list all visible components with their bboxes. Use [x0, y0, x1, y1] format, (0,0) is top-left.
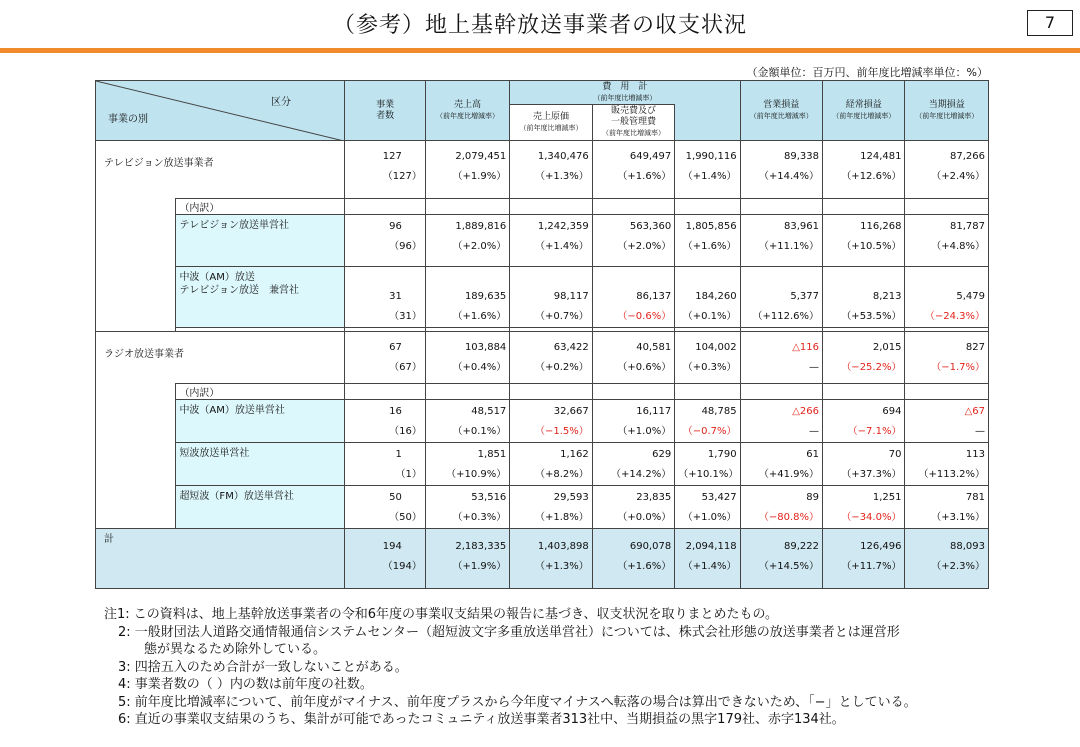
value-rate: （−34.0%） — [841, 512, 902, 523]
value-rate: （+0.0%） — [617, 512, 672, 523]
value-cell — [425, 529, 509, 589]
value-main: 690,078 — [629, 541, 672, 552]
value-main: 194 — [382, 541, 402, 552]
row-label: 超短波（FM）放送単営社 — [176, 486, 345, 529]
note-3: 3: 四捨五入のため合計が一致しないことがある。 — [118, 659, 408, 675]
value-cell — [345, 332, 425, 384]
value-cell — [740, 443, 822, 486]
value-cell — [345, 141, 425, 199]
row-label: 短波放送単営社 — [176, 443, 345, 486]
value-rate: （+0.7%） — [534, 311, 589, 322]
value-cell — [823, 486, 905, 529]
value-main: 1,340,476 — [537, 151, 589, 162]
value-cell — [510, 332, 592, 384]
row-label: 中波（AM）放送 テレビジョン放送 兼営社 — [176, 267, 345, 328]
value-cell — [592, 486, 674, 529]
value-main: 189,635 — [464, 291, 507, 302]
value-main: 63,422 — [553, 342, 589, 353]
row-spacer — [96, 384, 176, 400]
corner-top-label: 区分 — [271, 97, 291, 108]
value-main: 1,889,816 — [455, 221, 507, 232]
value-cell — [510, 486, 592, 529]
col-exp-total — [675, 105, 740, 141]
value-cell — [592, 141, 674, 199]
row-label: 中波（AM）放送単営社 — [176, 400, 345, 443]
value-main: 61 — [806, 449, 820, 460]
value-cell — [675, 267, 740, 328]
indent-cell — [96, 400, 176, 443]
value-rate: （+1.3%） — [534, 561, 589, 572]
value-main: 40,581 — [636, 342, 672, 353]
value-cell — [425, 215, 509, 267]
value-main: 1,403,898 — [537, 541, 589, 552]
value-cell — [345, 443, 425, 486]
value-cell — [823, 215, 905, 267]
value-rate: （+53.5%） — [841, 311, 902, 322]
value-main: 86,137 — [636, 291, 672, 302]
col-count: 事業 者数 — [345, 81, 425, 141]
value-cell — [345, 529, 425, 589]
value-main: △266 — [792, 406, 820, 417]
value-cell — [823, 529, 905, 589]
note-6: 6: 直近の事業収支結果のうち、集計が可能であったコミュニティ放送事業者313社中、当期損益の黒字179社、赤字134社。 — [118, 712, 845, 727]
col-net: 当期損益 （前年度比増減率） — [905, 81, 989, 141]
balance-table-body — [95, 140, 989, 589]
value-rate: （+10.9%） — [446, 469, 507, 480]
value-rate: （+0.2%） — [534, 362, 589, 373]
breakdown-label: （内訳） — [176, 199, 345, 215]
value-main: 1 — [395, 449, 402, 460]
value-main: 694 — [882, 406, 902, 417]
value-rate: （+1.8%） — [534, 512, 589, 523]
value-main: 1,851 — [477, 449, 507, 460]
value-rate: （127） — [382, 171, 422, 182]
row-label: テレビジョン放送事業者 — [96, 141, 345, 199]
value-rate: （−1.7%） — [931, 362, 985, 373]
balance-table — [95, 80, 989, 141]
value-rate: （+0.4%） — [452, 362, 507, 373]
value-rate: （31） — [389, 311, 422, 322]
value-rate: （50） — [389, 512, 422, 523]
value-rate: （+1.6%） — [682, 241, 737, 252]
page-title: （参考）地上基幹放送事業者の収支状況 — [332, 13, 747, 38]
value-rate: （+3.1%） — [931, 512, 985, 523]
value-rate: （+10.5%） — [841, 241, 902, 252]
value-main: 649,497 — [629, 151, 672, 162]
value-cell — [675, 529, 740, 589]
value-cell — [740, 141, 822, 199]
value-cell — [740, 215, 822, 267]
value-main: 16,117 — [636, 406, 672, 417]
col-expense: 費 用 計 （前年度比増減率） — [510, 81, 740, 105]
value-main: 781 — [965, 492, 985, 503]
value-rate: （+0.1%） — [452, 426, 507, 437]
note-2: 2: 一般財団法人道路交通情報通信システムセンター（超短波文字多重放送単営社）については、株式会社形態の放送事業者とは運営形 — [118, 624, 900, 640]
value-main: 116,268 — [860, 221, 902, 232]
value-main: △67 — [964, 406, 985, 417]
value-rate: （+1.9%） — [452, 171, 507, 182]
value-main: △116 — [792, 342, 820, 353]
value-main: 2,079,451 — [455, 151, 507, 162]
value-main: 70 — [888, 449, 902, 460]
value-main: 67 — [389, 342, 402, 353]
value-rate: （+8.2%） — [534, 469, 589, 480]
row-label: テレビジョン放送単営社 — [176, 215, 345, 267]
note-1: 注1: この資料は、地上基幹放送事業者の令和6年度の事業収支結果の報告に基づき、収支状況を取りまとめたもの。 — [104, 607, 779, 622]
value-main: 31 — [389, 291, 402, 302]
spacer-cell — [740, 199, 822, 215]
row-label: 計 — [96, 529, 345, 589]
value-cell — [425, 486, 509, 529]
value-cell — [823, 141, 905, 199]
value-cell — [905, 141, 989, 199]
value-rate: （−80.8%） — [758, 512, 820, 523]
value-main: 1,790 — [707, 449, 737, 460]
value-rate: （67） — [389, 362, 422, 373]
value-cell — [740, 267, 822, 328]
value-main: 2,015 — [872, 342, 902, 353]
value-rate: （+2.4%） — [931, 171, 985, 182]
value-cell — [823, 400, 905, 443]
value-rate: — — [809, 426, 820, 437]
value-cell — [345, 400, 425, 443]
value-rate: （+1.6%） — [617, 561, 672, 572]
value-cell — [740, 486, 822, 529]
value-main: 827 — [965, 342, 985, 353]
value-cell — [510, 267, 592, 328]
corner-bottom-label: 事業の別 — [108, 114, 148, 125]
value-cell — [675, 141, 740, 199]
value-cell — [823, 443, 905, 486]
value-cell — [592, 332, 674, 384]
value-rate: （−25.2%） — [841, 362, 902, 373]
value-rate: （+1.3%） — [534, 171, 589, 182]
spacer-cell — [425, 384, 509, 400]
row-label: ラジオ放送事業者 — [96, 332, 345, 384]
value-main: 124,481 — [860, 151, 902, 162]
value-cell — [345, 215, 425, 267]
value-main: 629 — [652, 449, 672, 460]
value-main: 96 — [389, 221, 402, 232]
value-cell — [675, 400, 740, 443]
value-rate: （−1.5%） — [534, 426, 589, 437]
spacer-cell — [592, 199, 674, 215]
spacer-cell — [675, 384, 740, 400]
value-cell — [675, 332, 740, 384]
value-rate: （−0.7%） — [682, 426, 737, 437]
spacer-cell — [345, 199, 425, 215]
value-main: 89 — [806, 492, 820, 503]
value-main: 88,093 — [950, 541, 985, 552]
value-main: 89,222 — [784, 541, 820, 552]
value-main: 1,805,856 — [685, 221, 737, 232]
value-main: 23,835 — [636, 492, 672, 503]
spacer-cell — [425, 199, 509, 215]
value-cell — [905, 215, 989, 267]
spacer-cell — [510, 384, 592, 400]
value-rate: （+113.2%） — [918, 469, 985, 480]
value-cell — [510, 400, 592, 443]
value-rate: （−24.3%） — [924, 311, 985, 322]
spacer-cell — [592, 384, 674, 400]
indent-cell — [96, 215, 176, 267]
value-cell — [592, 267, 674, 328]
value-rate: （16） — [389, 426, 422, 437]
col-sales: 売上高 （前年度比増減率） — [425, 81, 509, 141]
value-rate: （+37.3%） — [841, 469, 902, 480]
value-rate: （+1.4%） — [534, 241, 589, 252]
value-main: 48,517 — [471, 406, 507, 417]
value-main: 184,260 — [695, 291, 737, 302]
value-main: 126,496 — [860, 541, 902, 552]
value-cell — [675, 215, 740, 267]
indent-cell — [96, 486, 176, 529]
value-rate: （+112.6%） — [752, 311, 820, 322]
value-cell — [425, 267, 509, 328]
value-rate: — — [975, 426, 985, 437]
note-5: 5: 前年度比増減率について、前年度がマイナス、前年度プラスから今年度マイナスへ転落の場合は算出できないため、「−」としている。 — [118, 694, 917, 710]
value-cell — [510, 141, 592, 199]
value-cell — [905, 332, 989, 384]
note-2-cont: 態が異なるため除外している。 — [144, 642, 327, 657]
value-main: 89,338 — [784, 151, 820, 162]
col-sga: 販売費及び 一般管理費 （前年度比増減率） — [592, 105, 674, 141]
value-cell — [592, 400, 674, 443]
value-rate: （+2.0%） — [617, 241, 672, 252]
value-rate: （+1.0%） — [682, 512, 737, 523]
spacer-cell — [823, 384, 905, 400]
value-rate: （194） — [382, 561, 422, 572]
indent-cell — [96, 443, 176, 486]
value-rate: （+10.1%） — [678, 469, 739, 480]
value-main: 127 — [382, 151, 402, 162]
value-rate: （+0.6%） — [617, 362, 672, 373]
value-cell — [740, 529, 822, 589]
value-cell — [425, 141, 509, 199]
value-rate: （+14.5%） — [758, 561, 820, 572]
value-main: 98,117 — [553, 291, 589, 302]
value-rate: （+0.3%） — [452, 512, 507, 523]
page-number: 7 — [1027, 10, 1073, 36]
value-main: 32,667 — [553, 406, 589, 417]
value-main: 29,593 — [553, 492, 589, 503]
breakdown-label: （内訳） — [176, 384, 345, 400]
col-ord: 経常損益 （前年度比増減率） — [823, 81, 905, 141]
value-rate: （+11.7%） — [841, 561, 902, 572]
value-main: 1,162 — [560, 449, 589, 460]
value-main: 1,251 — [872, 492, 902, 503]
value-cell — [905, 443, 989, 486]
value-main: 87,266 — [950, 151, 985, 162]
orange-divider — [0, 48, 1080, 53]
value-rate: （+1.6%） — [452, 311, 507, 322]
value-cell — [823, 267, 905, 328]
value-main: 1,990,116 — [685, 151, 737, 162]
value-cell — [823, 332, 905, 384]
value-main: 53,427 — [701, 492, 737, 503]
spacer-cell — [675, 199, 740, 215]
value-main: 2,094,118 — [685, 541, 737, 552]
spacer-cell — [740, 384, 822, 400]
value-cell — [905, 267, 989, 328]
value-main: 48,785 — [701, 406, 737, 417]
value-main: 104,002 — [695, 342, 737, 353]
spacer-cell — [905, 199, 989, 215]
value-cell — [345, 267, 425, 328]
value-main: 5,377 — [790, 291, 820, 302]
value-cell — [510, 529, 592, 589]
value-main: 103,884 — [464, 342, 507, 353]
value-cell — [425, 400, 509, 443]
value-cell — [675, 486, 740, 529]
unit-note: （金額単位：百万円、前年度比増減率単位：%） — [746, 66, 988, 79]
value-rate: （+4.8%） — [931, 241, 985, 252]
col-op: 営業損益 （前年度比増減率） — [740, 81, 822, 141]
value-cell — [905, 529, 989, 589]
value-rate: （+1.9%） — [452, 561, 507, 572]
value-cell — [740, 400, 822, 443]
value-cell — [592, 443, 674, 486]
value-rate: （+11.1%） — [758, 241, 820, 252]
value-rate: （+1.4%） — [682, 561, 737, 572]
value-rate: （1） — [395, 469, 422, 480]
spacer-cell — [823, 199, 905, 215]
value-rate: （+12.6%） — [841, 171, 902, 182]
diagonal-line — [96, 81, 344, 141]
spacer-cell — [345, 384, 425, 400]
value-cell — [425, 332, 509, 384]
value-main: 2,183,335 — [455, 541, 507, 552]
value-rate: — — [809, 362, 820, 373]
value-rate: （+14.2%） — [611, 469, 672, 480]
value-main: 8,213 — [872, 291, 902, 302]
value-cell — [510, 443, 592, 486]
value-rate: （+1.4%） — [682, 171, 737, 182]
value-rate: （+2.3%） — [931, 561, 985, 572]
spacer-cell — [510, 199, 592, 215]
value-main: 113 — [965, 449, 985, 460]
row-spacer — [96, 199, 176, 215]
col-cost: 売上原価 （前年度比増減率） — [510, 105, 592, 141]
value-cell — [425, 443, 509, 486]
value-rate: （−7.1%） — [847, 426, 902, 437]
value-rate: （96） — [389, 241, 422, 252]
value-rate: （+0.1%） — [682, 311, 737, 322]
indent-cell — [96, 267, 176, 328]
value-rate: （−0.6%） — [617, 311, 672, 322]
value-cell — [905, 400, 989, 443]
value-rate: （+2.0%） — [452, 241, 507, 252]
spacer-cell — [905, 384, 989, 400]
corner-header — [96, 81, 345, 141]
note-4: 4: 事業者数の（ ）内の数は前年度の社数。 — [118, 677, 373, 692]
value-cell — [592, 215, 674, 267]
notes — [104, 606, 917, 729]
value-rate: （+14.4%） — [758, 171, 820, 182]
value-cell — [510, 215, 592, 267]
value-cell — [592, 529, 674, 589]
value-cell — [905, 486, 989, 529]
value-main: 83,961 — [784, 221, 820, 232]
value-rate: （+0.3%） — [682, 362, 737, 373]
value-main: 50 — [389, 492, 402, 503]
value-main: 563,360 — [629, 221, 672, 232]
value-main: 5,479 — [956, 291, 985, 302]
value-main: 81,787 — [950, 221, 985, 232]
value-rate: （+41.9%） — [758, 469, 820, 480]
value-cell — [345, 486, 425, 529]
value-main: 53,516 — [471, 492, 507, 503]
value-rate: （+1.6%） — [617, 171, 672, 182]
value-cell — [675, 443, 740, 486]
value-main: 1,242,359 — [537, 221, 589, 232]
value-rate: （+1.0%） — [617, 426, 672, 437]
value-main: 16 — [389, 406, 402, 417]
value-cell — [740, 332, 822, 384]
